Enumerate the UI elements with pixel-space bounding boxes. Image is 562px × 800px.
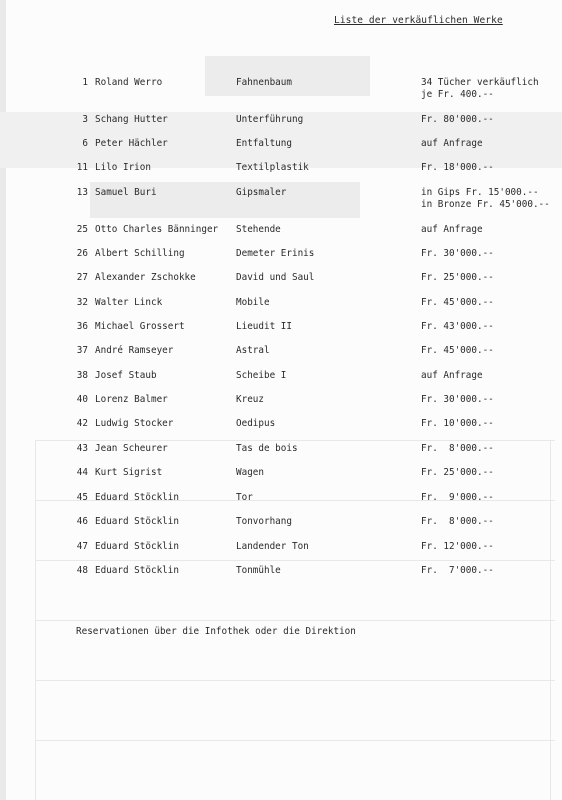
item-price: 34 Tücher verkäuflich je Fr. 400.--	[421, 77, 539, 100]
item-price: auf Anfrage	[421, 370, 483, 381]
list-item	[0, 418, 562, 446]
item-artist: Eduard Stöcklin	[95, 541, 179, 552]
item-price: Fr. 80'000.--	[421, 114, 494, 125]
item-artist: Walter Linck	[95, 297, 163, 308]
item-price: Fr. 8'000.--	[421, 516, 494, 527]
item-artist: Ludwig Stocker	[95, 418, 174, 429]
item-work-title: Astral	[236, 345, 270, 356]
item-number: 46	[76, 516, 88, 527]
item-number: 42	[76, 418, 88, 429]
item-work-title: Lieudit II	[236, 321, 292, 332]
item-price: in Gips Fr. 15'000.-- in Bronze Fr. 45'000.--	[421, 187, 550, 210]
item-artist: Samuel Buri	[95, 187, 157, 198]
item-work-title: Stehende	[236, 224, 281, 235]
item-number: 38	[76, 370, 88, 381]
item-artist: Schang Hutter	[95, 114, 168, 125]
item-number: 43	[76, 443, 88, 454]
item-price: Fr. 25'000.--	[421, 467, 494, 478]
item-artist: Lorenz Balmer	[95, 394, 168, 405]
item-artist: Josef Staub	[95, 370, 157, 381]
item-number: 36	[76, 321, 88, 332]
item-number: 40	[76, 394, 88, 405]
item-artist: Otto Charles Bänninger	[95, 224, 219, 235]
item-number: 32	[76, 297, 88, 308]
showthrough-calendar-row3	[35, 620, 555, 621]
item-number: 47	[76, 541, 88, 552]
item-work-title: Tor	[236, 492, 253, 503]
item-work-title: Textilplastik	[236, 162, 309, 173]
item-number: 1	[82, 77, 88, 88]
list-title: Liste der verkäuflichen Werke	[334, 15, 503, 26]
item-work-title: Gipsmaler	[236, 187, 287, 198]
item-artist: Kurt Sigrist	[95, 467, 163, 478]
item-number: 48	[76, 565, 88, 576]
item-price: Fr. 43'000.--	[421, 321, 494, 332]
item-work-title: Demeter Erinis	[236, 248, 315, 259]
list-item	[0, 516, 562, 544]
item-number: 45	[76, 492, 88, 503]
item-work-title: Tas de bois	[236, 443, 298, 454]
item-work-title: Scheibe I	[236, 370, 287, 381]
item-price: Fr. 12'000.--	[421, 541, 494, 552]
item-number: 25	[76, 224, 88, 235]
showthrough-calendar-row5	[35, 740, 555, 741]
item-artist: Eduard Stöcklin	[95, 565, 179, 576]
item-work-title: Kreuz	[236, 394, 264, 405]
item-work-title: Landender Ton	[236, 541, 309, 552]
list-item	[0, 187, 562, 215]
item-number: 13	[76, 187, 88, 198]
item-price: Fr. 9'000.--	[421, 492, 494, 503]
reservation-note: Reservationen über die Infothek oder die Direktion	[76, 626, 356, 637]
item-number: 44	[76, 467, 88, 478]
item-artist: Eduard Stöcklin	[95, 516, 179, 527]
item-artist: Peter Hächler	[95, 138, 168, 149]
item-price: Fr. 30'000.--	[421, 394, 494, 405]
list-item	[0, 345, 562, 373]
item-number: 26	[76, 248, 88, 259]
item-work-title: Fahnenbaum	[236, 77, 292, 88]
item-price: Fr. 18'000.--	[421, 162, 494, 173]
item-price: Fr. 7'000.--	[421, 565, 494, 576]
item-number: 37	[76, 345, 88, 356]
item-number: 6	[82, 138, 88, 149]
item-price: Fr. 25'000.--	[421, 272, 494, 283]
item-price: Fr. 8'000.--	[421, 443, 494, 454]
list-item	[0, 77, 562, 105]
item-work-title: David und Saul	[236, 272, 315, 283]
item-artist: Eduard Stöcklin	[95, 492, 179, 503]
item-price: Fr. 30'000.--	[421, 248, 494, 259]
item-price: Fr. 45'000.--	[421, 297, 494, 308]
item-work-title: Wagen	[236, 467, 264, 478]
item-price: auf Anfrage	[421, 224, 483, 235]
item-artist: Lilo Irion	[95, 162, 151, 173]
item-work-title: Tonvorhang	[236, 516, 292, 527]
item-work-title: Mobile	[236, 297, 270, 308]
item-number: 27	[76, 272, 88, 283]
item-work-title: Entfaltung	[236, 138, 292, 149]
item-price: Fr. 45'000.--	[421, 345, 494, 356]
list-item	[0, 162, 562, 190]
item-work-title: Unterführung	[236, 114, 304, 125]
item-artist: Michael Grossert	[95, 321, 185, 332]
showthrough-calendar-row4	[35, 680, 555, 681]
item-artist: Alexander Zschokke	[95, 272, 196, 283]
item-artist: André Ramseyer	[95, 345, 174, 356]
list-item	[0, 565, 562, 593]
item-artist: Jean Scheurer	[95, 443, 168, 454]
item-work-title: Oedipus	[236, 418, 276, 429]
list-item	[0, 272, 562, 300]
item-artist: Albert Schilling	[95, 248, 185, 259]
item-work-title: Tonmühle	[236, 565, 281, 576]
item-number: 11	[76, 162, 88, 173]
item-number: 3	[82, 114, 88, 125]
item-price: auf Anfrage	[421, 138, 483, 149]
item-price: Fr. 10'000.--	[421, 418, 494, 429]
list-item	[0, 467, 562, 495]
item-artist: Roland Werro	[95, 77, 163, 88]
